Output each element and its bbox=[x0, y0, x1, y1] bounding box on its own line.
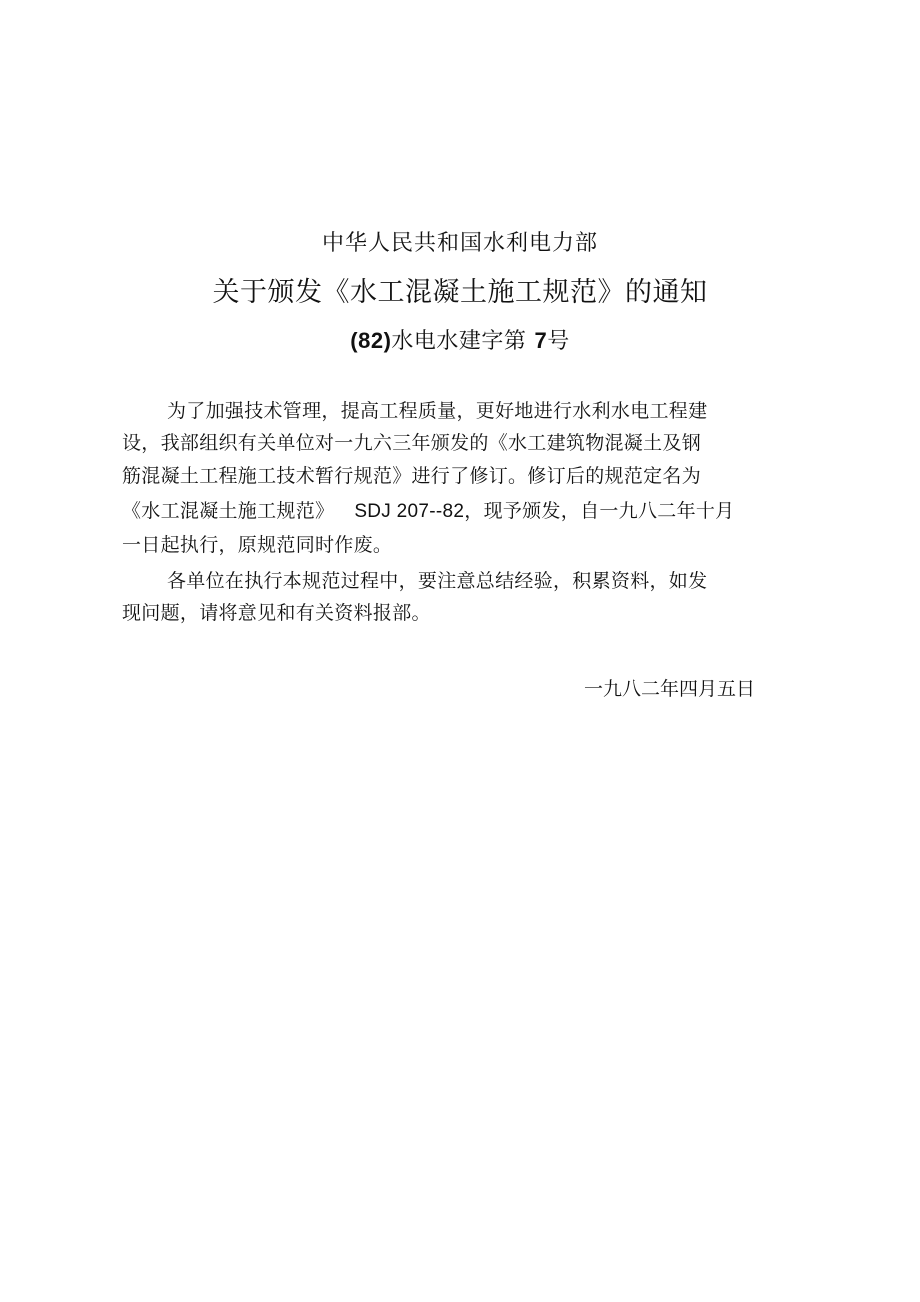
standard-code: SDJ 207--82 bbox=[354, 501, 465, 522]
paragraph-1-line-4 bbox=[122, 499, 734, 524]
paragraph-1-line-1: 为了加强技术管理，提高工程质量，更好地进行水利水电工程建 bbox=[167, 400, 708, 422]
document-number bbox=[0, 324, 920, 355]
standard-name: 《水工混凝土施工规范》 bbox=[122, 500, 335, 522]
paragraph-1-line-5: 一日起执行，原规范同时作废。 bbox=[122, 534, 393, 556]
paragraph-1-line-3: 筋混凝土工程施工技术暂行规范》进行了修订。修订后的规范定名为 bbox=[122, 465, 702, 487]
document-number-suffix: 号 bbox=[547, 329, 570, 354]
notice-title: 关于颁发《水工混凝土施工规范》的通知 bbox=[212, 277, 708, 308]
document-number-value: 7 bbox=[534, 328, 548, 353]
paragraph-2-line-2: 现问题，请将意见和有关资料报部。 bbox=[122, 602, 431, 624]
paragraph-1-line-2: 设，我部组织有关单位对一九六三年颁发的《水工建筑物混凝土及钢 bbox=[122, 432, 702, 454]
ministry-name: 中华人民共和国水利电力部 bbox=[321, 231, 598, 256]
document-number-prefix: (82) bbox=[350, 328, 392, 353]
paragraph-1-line-4-rest: ，现予颁发，自一九八二年十月 bbox=[464, 500, 735, 522]
paragraph-2-line-1: 各单位在执行本规范过程中，要注意总结经验，积累资料，如发 bbox=[167, 570, 708, 592]
signature-date: 一九八二年四月五日 bbox=[584, 678, 756, 700]
document-number-middle: 水电水建字第 bbox=[391, 329, 527, 354]
